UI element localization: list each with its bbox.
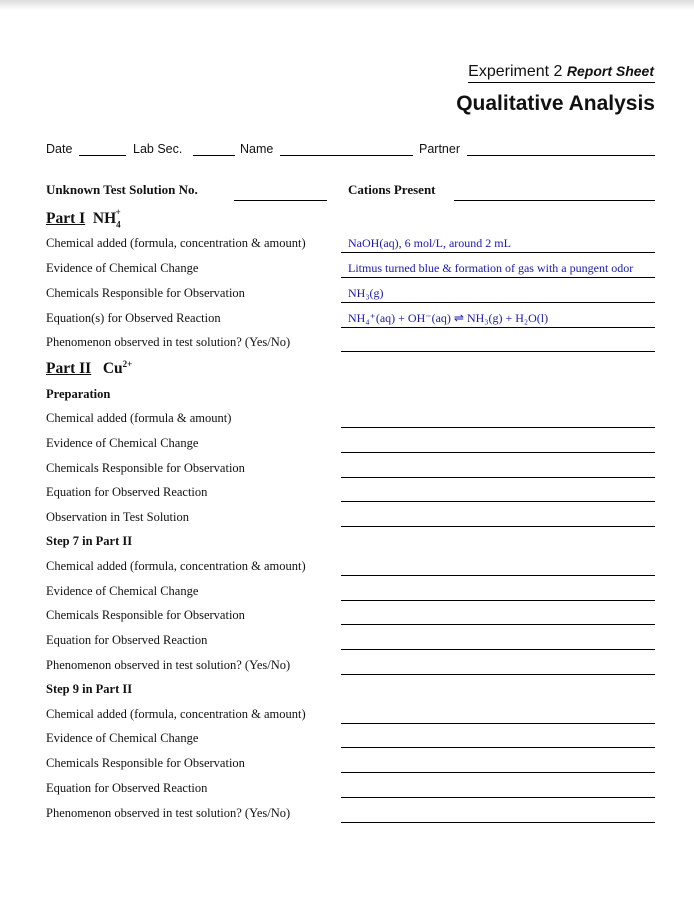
part1-heading	[46, 209, 121, 229]
p1-answer-line	[341, 277, 655, 278]
p1-answer-line	[341, 302, 655, 303]
p1-row-label: Evidence of Chemical Change	[46, 261, 199, 275]
prep-row-label: Chemical added (formula & amount)	[46, 411, 232, 425]
name-field[interactable]	[280, 155, 413, 156]
p1-answer-line	[341, 327, 655, 328]
step7-answer-line[interactable]	[341, 575, 655, 576]
step9-answer-line[interactable]	[341, 772, 655, 773]
p1-answer-chemical[interactable]: NaOH(aq), 6 mol/L, around 2 mL	[348, 236, 511, 250]
cations-label: Cations Present	[348, 182, 436, 197]
prep-answer-line[interactable]	[341, 526, 655, 527]
partner-field[interactable]	[467, 155, 655, 156]
step7-row-label: Equation for Observed Reaction	[46, 633, 208, 647]
step9-answer-line[interactable]	[341, 723, 655, 724]
part1-ion-sub: 4	[116, 219, 121, 230]
step7-answer-line[interactable]	[341, 624, 655, 625]
experiment-label: Experiment 2	[468, 63, 563, 80]
step7-row-label: Evidence of Chemical Change	[46, 584, 199, 598]
part1-title: Part I	[46, 210, 86, 228]
date-field[interactable]	[79, 155, 126, 156]
lab-sec-field[interactable]	[193, 155, 235, 156]
p1-row-label: Equation(s) for Observed Reaction	[46, 311, 221, 325]
partner-label: Partner	[419, 142, 460, 156]
p1-row-label: Phenomenon observed in test solution? (Yes/No)	[46, 335, 291, 349]
date-label: Date	[46, 142, 73, 156]
part2-ion: Cu	[102, 360, 123, 378]
step7-row-label: Phenomenon observed in test solution? (Yes/No)	[46, 658, 291, 672]
prep-row-label: Chemicals Responsible for Observation	[46, 461, 245, 475]
step9-row-label: Equation for Observed Reaction	[46, 781, 208, 795]
p1-row-label: Chemical added (formula, concentration & amount)	[46, 236, 306, 250]
part2-title: Part II	[46, 360, 92, 378]
step7-row-label: Chemicals Responsible for Observation	[46, 608, 245, 622]
prep-answer-line[interactable]	[341, 501, 655, 502]
step9-row-label: Evidence of Chemical Change	[46, 731, 199, 745]
p1-answer-evidence[interactable]: Litmus turned blue & formation of gas with a pungent odor	[348, 261, 634, 275]
unknown-field[interactable]	[234, 200, 327, 201]
prep-row-label: Equation for Observed Reaction	[46, 485, 208, 499]
step7-heading: Step 7 in Part II	[46, 534, 133, 548]
page-shadow	[0, 0, 694, 10]
prep-answer-line[interactable]	[341, 477, 655, 478]
step9-heading: Step 9 in Part II	[46, 682, 133, 696]
step9-answer-line[interactable]	[341, 797, 655, 798]
step9-answer-line[interactable]	[341, 747, 655, 748]
header-rule	[468, 82, 655, 83]
step7-answer-line[interactable]	[341, 674, 655, 675]
step7-row-label: Chemical added (formula, concentration & amount)	[46, 559, 306, 573]
p1-answer-line	[341, 252, 655, 253]
p1-answer-line[interactable]	[341, 351, 655, 352]
step9-row-label: Chemical added (formula, concentration & amount)	[46, 707, 306, 721]
step9-row-label: Phenomenon observed in test solution? (Yes/No)	[46, 806, 291, 820]
step9-answer-line[interactable]	[341, 822, 655, 823]
prep-row-label: Evidence of Chemical Change	[46, 436, 199, 450]
p1-answer-equation[interactable]: NH₄⁺(aq) + OH⁻(aq) ⇌ NH₃(g) + H₂O(l)	[348, 311, 549, 325]
prep-answer-line[interactable]	[341, 452, 655, 453]
step7-answer-line[interactable]	[341, 649, 655, 650]
page-title: Qualitative Analysis	[456, 92, 655, 115]
p1-answer-responsible[interactable]: NH₃(g)	[348, 286, 384, 300]
lab-sec-label: Lab Sec.	[133, 142, 183, 156]
part2-ion-sup: 2+	[122, 359, 133, 369]
prep-row-label: Observation in Test Solution	[46, 510, 189, 524]
name-label: Name	[240, 142, 274, 156]
part2-heading	[46, 359, 132, 378]
cations-field[interactable]	[454, 200, 655, 201]
part1-ion: NH	[92, 210, 117, 228]
prep-answer-line[interactable]	[341, 427, 655, 428]
step7-answer-line[interactable]	[341, 600, 655, 601]
step9-row-label: Chemicals Responsible for Observation	[46, 756, 245, 770]
part1-ion-sup: +	[115, 207, 121, 217]
p1-row-label: Chemicals Responsible for Observation	[46, 286, 245, 300]
report-sheet-label: Report Sheet	[566, 63, 654, 79]
unknown-label: Unknown Test Solution No.	[46, 182, 198, 197]
experiment-heading	[468, 63, 654, 81]
prep-heading: Preparation	[46, 387, 111, 401]
